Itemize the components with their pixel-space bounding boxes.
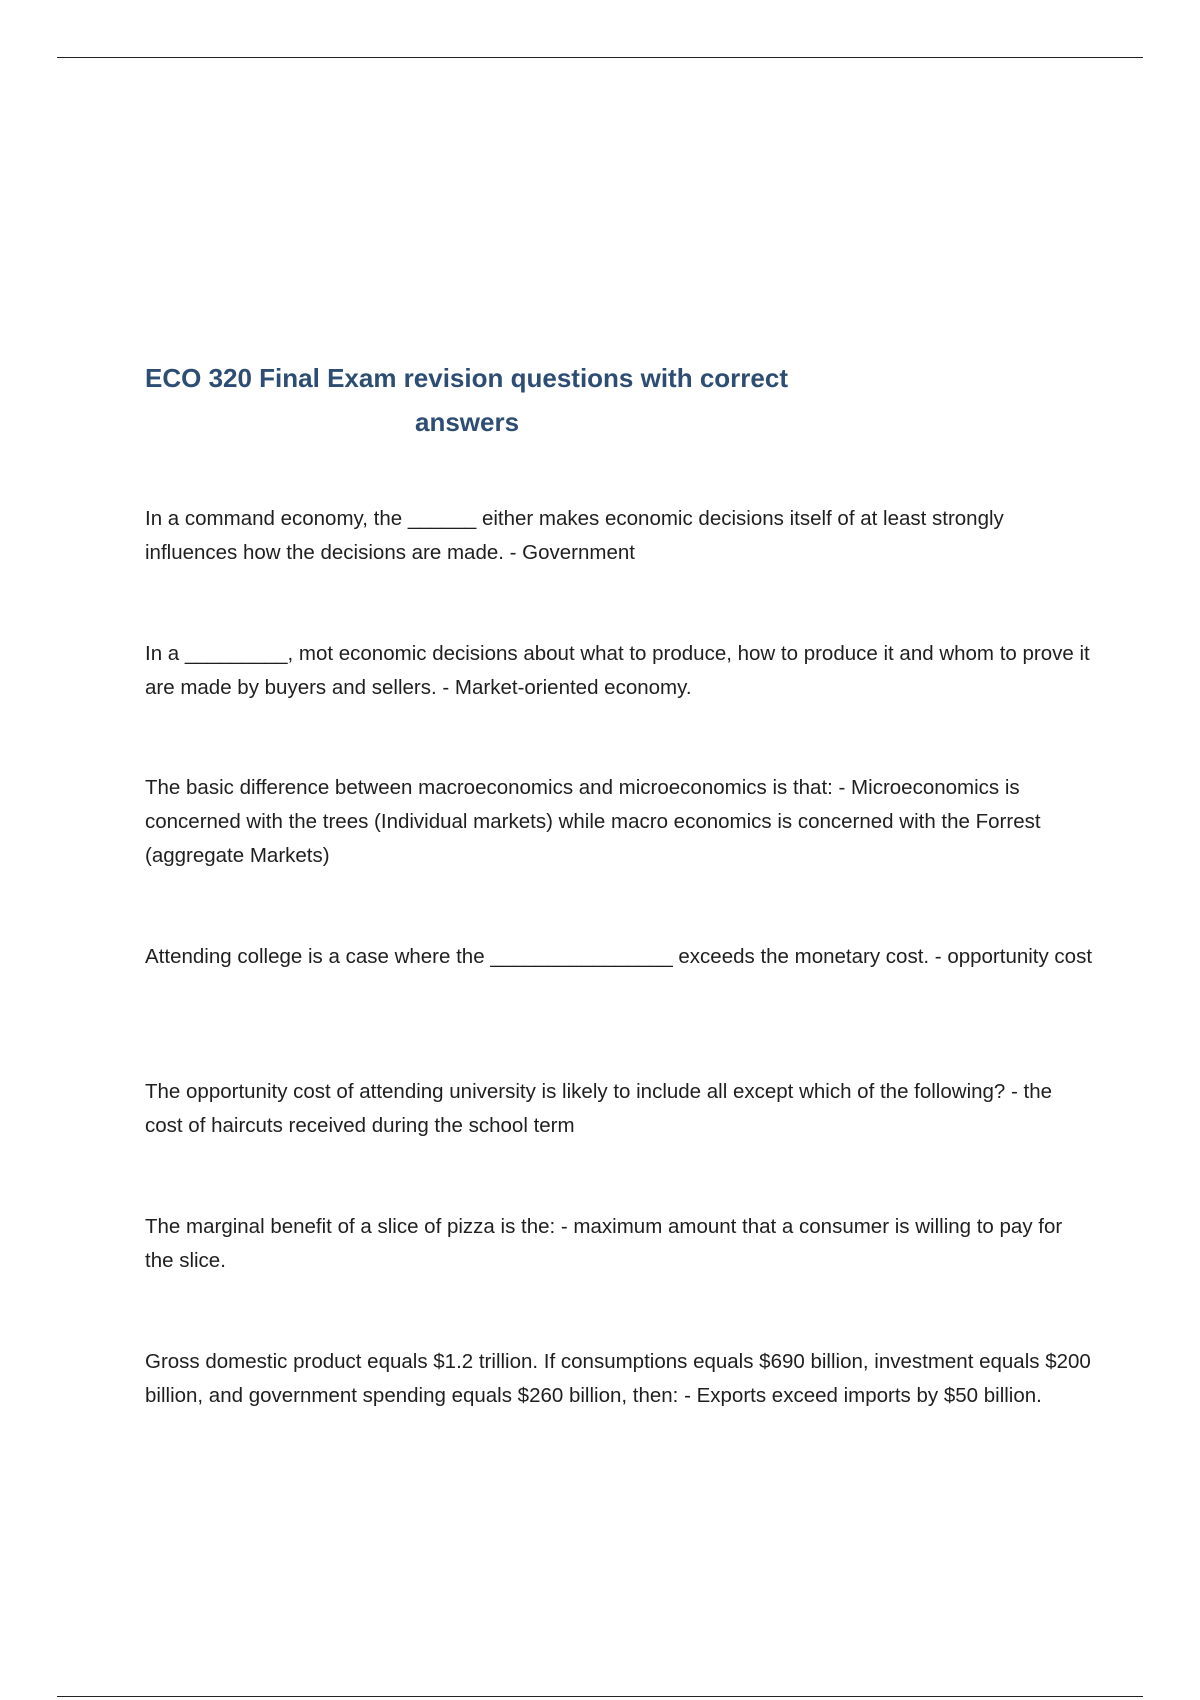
question-answer-7: Gross domestic product equals $1.2 trillion. If consumptions equals $690 billion, investment equals $200 billion, and government spending equals $260 billion, then: - Exports exceed imports by $50 billion. bbox=[145, 1350, 1091, 1407]
question-answer-1: In a command economy, the ______ either makes economic decisions itself of at least strongly influences how the decisions are made. - Government bbox=[145, 507, 1004, 564]
document-title-line-1: ECO 320 Final Exam revision questions with correct bbox=[145, 363, 788, 393]
document-title-line-2: answers bbox=[415, 407, 520, 437]
question-answer-4: Attending college is a case where the ________________ exceeds the monetary cost. - opportunity cost bbox=[145, 945, 1093, 968]
question-answer-2: In a _________, mot economic decisions about what to produce, how to produce it and whom to prove it are made by buyers and sellers. - Market-oriented economy. bbox=[145, 642, 1090, 699]
question-answer-3: The basic difference between macroeconomics and microeconomics is that: - Microeconomics is concerned with the trees (Individual markets) while macro economics is concerned with the Forrest (aggregate Markets) bbox=[145, 776, 1041, 867]
header-rule bbox=[57, 57, 1143, 58]
question-answer-6: The marginal benefit of a slice of pizza is the: - maximum amount that a consumer is willing to pay for the slice. bbox=[145, 1215, 1063, 1272]
document-title bbox=[145, 356, 885, 444]
question-answer-5: The opportunity cost of attending university is likely to include all except which of the following? - the cost of haircuts received during the school term bbox=[145, 1080, 1053, 1137]
footer-rule bbox=[57, 1696, 1143, 1697]
